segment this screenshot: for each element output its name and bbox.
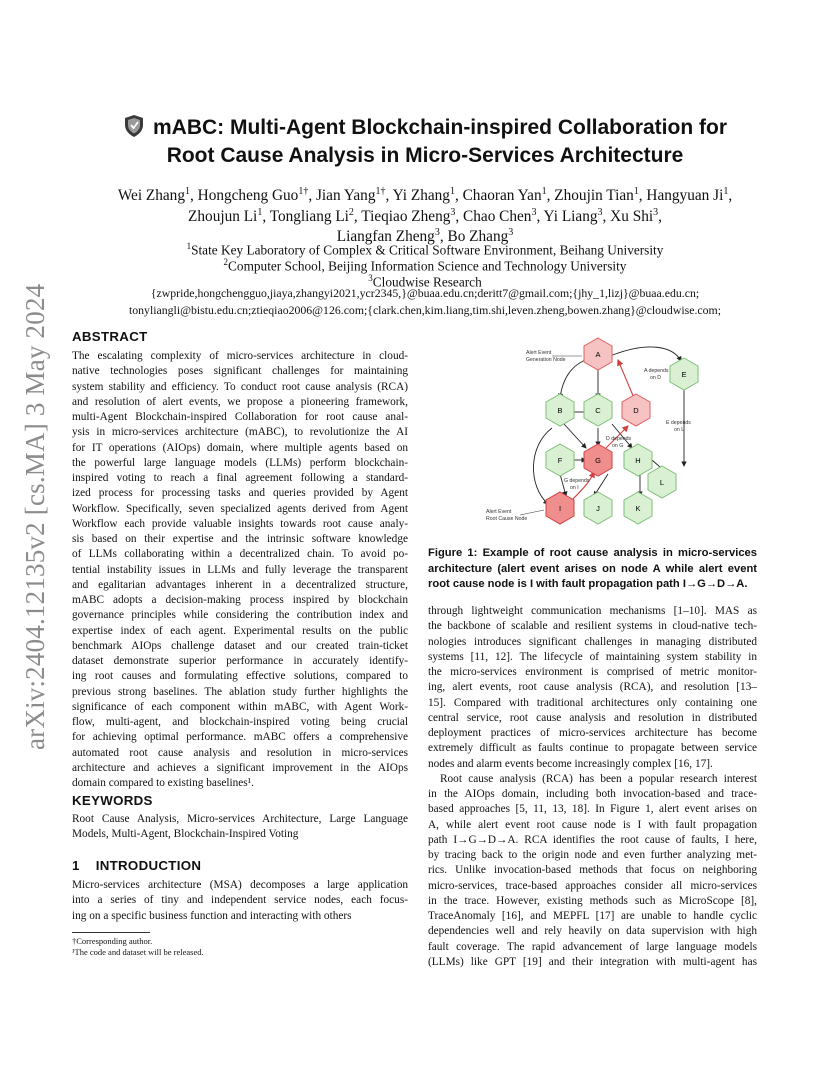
figure-1-diagram [478, 336, 704, 532]
svg-text:F: F [557, 456, 563, 465]
text-line: ing on a specific business function and interacting with others [72, 909, 352, 922]
text-line: rics. Unlike invocation-based methods that focus on neighboring [428, 864, 757, 877]
title-line-1: mABC: Multi-Agent Blockchain-inspired Collaboration for [152, 116, 727, 139]
author: Zhoujun Li$^1$, [188, 207, 270, 226]
text-line: the micro-services environment is comprised of metric monitor- [428, 666, 757, 678]
text-line: flow, multi-agent, and blockchain-inspired voting being crucial [72, 716, 408, 728]
label-dep-a: A depends [644, 368, 669, 374]
text-line: (LLMs) like GPT [19] and their integration with multi-agent has [428, 955, 757, 968]
svg-text:H: H [635, 456, 641, 465]
right-column-body [428, 604, 757, 970]
text-line: Models, Multi-Agent, Blockchain-Inspired Voting [72, 828, 299, 841]
email-line-1: {zwpride,hongchengguo,jiaya,zhangyi2021,ycr2345,}@buaa.edu.cn;deritt7@gmail.com;{jhy_1,lizj}@buaa.edu.cn; [150, 286, 700, 300]
svg-text:B: B [557, 406, 563, 415]
text-line: significance of each component within mABC, with Agent Work- [72, 700, 408, 713]
affiliation: $^3$Cloudwise Research [368, 273, 482, 290]
svg-text:A: A [595, 350, 601, 359]
label-alert-root: Alert Event [486, 509, 512, 515]
paper-title [80, 114, 770, 170]
text-line: nodes and alarm events become increasingly complex [16, 17]. [428, 757, 713, 770]
author: Xu Shi$^3$, [610, 207, 662, 226]
paragraph [428, 604, 757, 772]
affiliation: $^2$Computer School, Beijing Information Science and Technology University [223, 257, 627, 274]
text-line: path I→G→D→A. RCA identifies the root cause of faults, I here, [428, 833, 757, 846]
node-h [624, 444, 652, 476]
text-line: governance principles while considering the contribution index and [72, 609, 408, 622]
text-line: Workflow each provide valuable insights towards root cause analy- [72, 517, 408, 530]
author: Wei Zhang$^1$, [117, 186, 198, 205]
abstract-body [72, 349, 408, 791]
keywords-heading: KEYWORDS [72, 793, 153, 808]
text-line: inspired voting to reach a final agreement following a standard- [72, 472, 408, 484]
author: Hongcheng Guo$^{1\dagger}$, [197, 186, 316, 205]
author: Tongliang Li$^2$, [269, 207, 362, 226]
author: Liangfan Zheng$^3$, [336, 227, 448, 246]
text-line: the backbone of scalable and resilient systems in cloud-native tech- [428, 620, 757, 633]
text-line: architecture and achieves a significant improvement in the AIOps [72, 761, 408, 774]
label-alert-root-pointer [520, 510, 544, 515]
node-j [584, 492, 612, 524]
text-line: mABC adopts a decision-making process inspired by blockchain [72, 594, 408, 606]
text-line: system stability and efficiency. To conduct root cause analysis (RCA) [72, 380, 408, 393]
text-line: ized process for processing tasks and queries provided by Agent [72, 487, 408, 500]
text-line: ing, alert events, root cause analysis (RCA), and resolution [13– [428, 681, 757, 694]
title-line-2: Root Cause Analysis in Micro-Services Architecture [166, 144, 684, 167]
text-line: dependencies well and rely heavily on data supervision with high [428, 925, 757, 938]
text-line: for IT operations (AIOps) domain, where multiple agents based on [72, 441, 408, 454]
footnotes [72, 936, 408, 958]
text-line: micro-services, trace-based approaches consider all micro-services [428, 879, 757, 892]
text-line: central service, root cause analysis and resolution in distributed [428, 711, 757, 724]
text-line: the powerful large language models (LLMs) perform blockchain- [72, 456, 408, 469]
node-i [546, 492, 574, 524]
text-line: ysis in micro-services architecture (mABC), to revolutionize the AI [72, 426, 408, 439]
text-line: and egalitarian advantages inherent in a decentralized structure, [72, 578, 408, 591]
keywords-body [72, 812, 408, 843]
label-dep-g: G depends [564, 478, 590, 484]
svg-text:C: C [595, 406, 601, 415]
author: Chao Chen$^3$, [463, 207, 544, 226]
node-f [546, 444, 574, 476]
text-line: ing root causes and formulating effective solutions, compared to [72, 670, 408, 683]
node-k [624, 492, 652, 524]
intro-heading-number: 1 [72, 858, 80, 873]
intro-heading-text: INTRODUCTION [95, 858, 202, 873]
text-line: dataset demonstrate superior performance in accurately identify- [72, 655, 408, 667]
text-line: fault coverage. The rapid advancement of large language models [428, 940, 757, 953]
text-line: multi-Agent Blockchain-inspired Collaboration for root cause anal- [72, 411, 408, 423]
svg-text:D: D [633, 406, 639, 415]
text-line: domain compared to existing baselines¹. [72, 777, 254, 789]
text-line: in the AIOps domain, including both invocation-based and trace- [428, 788, 757, 800]
node-d [622, 394, 650, 426]
label-alert-gen: Alert Event [526, 350, 552, 356]
intro-heading [72, 858, 201, 873]
footnote-code-release: ¹The code and dataset will be released. [72, 947, 204, 957]
svg-text:G: G [595, 456, 601, 465]
text-line: Micro-services architecture (MSA) decomposes a large application [72, 879, 408, 891]
footnote-corresponding: †Corresponding author. [72, 936, 153, 946]
text-line: 15]. Compared with traditional architectures only containing one [428, 696, 757, 709]
author: Tieqiao Zheng$^3$, [361, 207, 464, 226]
svg-text:E: E [681, 370, 687, 379]
figure-1-caption: Figure 1: Example of root cause analysis in micro-services architecture (alert event arises on node A while alert event root cause node is I with fault propagation path I→G→D→A. [428, 547, 757, 590]
svg-text:I: I [558, 504, 562, 513]
arxiv-id-text: arXiv:2404.12135v2 [cs.MA] 3 May 2024 [20, 283, 50, 750]
text-line: nologies introduces significant challenges in managing distributed [428, 635, 757, 648]
text-line: sis based on their expertise and the intrinsic software knowledge [72, 533, 408, 545]
text-line: native technologies poses significant challenges for maintaining [72, 365, 408, 378]
node-e [670, 358, 698, 390]
text-line: through lightweight communication mechanisms [1–10]. MAS as [428, 605, 757, 617]
shield-logo-icon [123, 114, 145, 138]
text-line: automated root cause analysis and resolution in micro-services [72, 746, 408, 759]
text-line: previous strong baselines. The ablation study further highlights the [72, 685, 408, 698]
intro-body [72, 878, 408, 924]
label-alert-gen-2: Generation Node [526, 357, 566, 363]
text-line: tential instability issues in LLMs and fully leverage the transparent [72, 563, 408, 576]
author: Zhoujin Tian$^1$, [554, 186, 647, 205]
text-line: by tracing back to the origin node and even further analyzing met- [428, 849, 757, 861]
svg-text:J: J [596, 504, 600, 513]
email-line-2: tonyliangli@bistu.edu.cn;ztieqiao2006@126.com;{clark.chen,kim.liang,tim.shi,leven.zheng,bowen.zhang}@cloudwise.com; [128, 303, 721, 317]
author: Yi Liang$^3$, [543, 207, 611, 226]
text-line: Root Cause Analysis, Micro-services Architecture, Large Language [72, 813, 408, 825]
abstract-heading: ABSTRACT [72, 329, 148, 344]
label-alert-root-2: Root Cause Node [486, 516, 528, 522]
author: Bo Zhang$^3$ [447, 227, 514, 246]
node-l [648, 466, 676, 498]
text-line: Root cause analysis (RCA) has been a popular research interest [440, 772, 757, 785]
text-line: for achieving optimal performance. mABC offers a comprehensive [72, 731, 408, 744]
author: Yi Zhang$^1$, [392, 186, 463, 205]
text-line: systems [11, 12]. The lifecycle of maintaining system stability in [428, 650, 757, 663]
footnote-rule [72, 932, 150, 933]
label-dep-d: D depends [606, 436, 632, 442]
label-dep-d-2: on G [612, 443, 624, 449]
text-line: TraceAnomaly [16], and MEPFL [17] are unable to handle cyclic [428, 910, 757, 922]
text-line: based approaches [5, 11, 13, 18]. In Figure 1, alert event arises on [428, 803, 757, 816]
text-line: and resolution of alert events, we propose a pioneering framework, [72, 395, 408, 408]
node-b [546, 394, 574, 426]
text-line: Workflow. Specifically, seven specialized agents derived from Agent [72, 502, 408, 515]
svg-text:L: L [659, 478, 665, 487]
text-line: deployment practices of micro-services architecture has become [428, 727, 757, 739]
text-line: extremely difficult as faults continue to propagate between service [428, 742, 757, 755]
text-line: The escalating complexity of micro-services architecture in cloud- [72, 350, 408, 362]
text-line: benchmark AIOps challenge dataset and our created train-ticket [72, 639, 408, 652]
affiliation: $^1$State Key Laboratory of Complex & Critical Software Environment, Beihang University [186, 241, 664, 258]
text-line: of LLMs collaborating within a decentralized chain. To avoid po- [72, 548, 408, 561]
node-c [584, 394, 612, 426]
label-dep-g-2: on I [570, 485, 579, 491]
author: Jian Yang$^{1\dagger}$, [315, 186, 393, 205]
text-line: expertise index of each agent. Experimental results on the public [72, 624, 408, 637]
label-dep-e: E depends [666, 420, 691, 426]
text-line: A, while alert event root cause node is I with fault propagation [428, 818, 757, 831]
label-dep-e-2: on L [674, 427, 685, 433]
svg-text:K: K [635, 504, 641, 513]
label-dep-a-2: on D [650, 375, 661, 381]
node-g [584, 444, 612, 476]
author: Chaoran Yan$^1$, [462, 186, 555, 205]
paragraph [428, 772, 757, 970]
text-line: into a series of tiny and independent service nodes, each focus- [72, 894, 408, 907]
author: Hangyuan Ji$^1$, [646, 186, 733, 205]
node-a [584, 338, 612, 370]
text-line: in the trace. However, existing methods such as MicroScope [8], [428, 894, 757, 907]
